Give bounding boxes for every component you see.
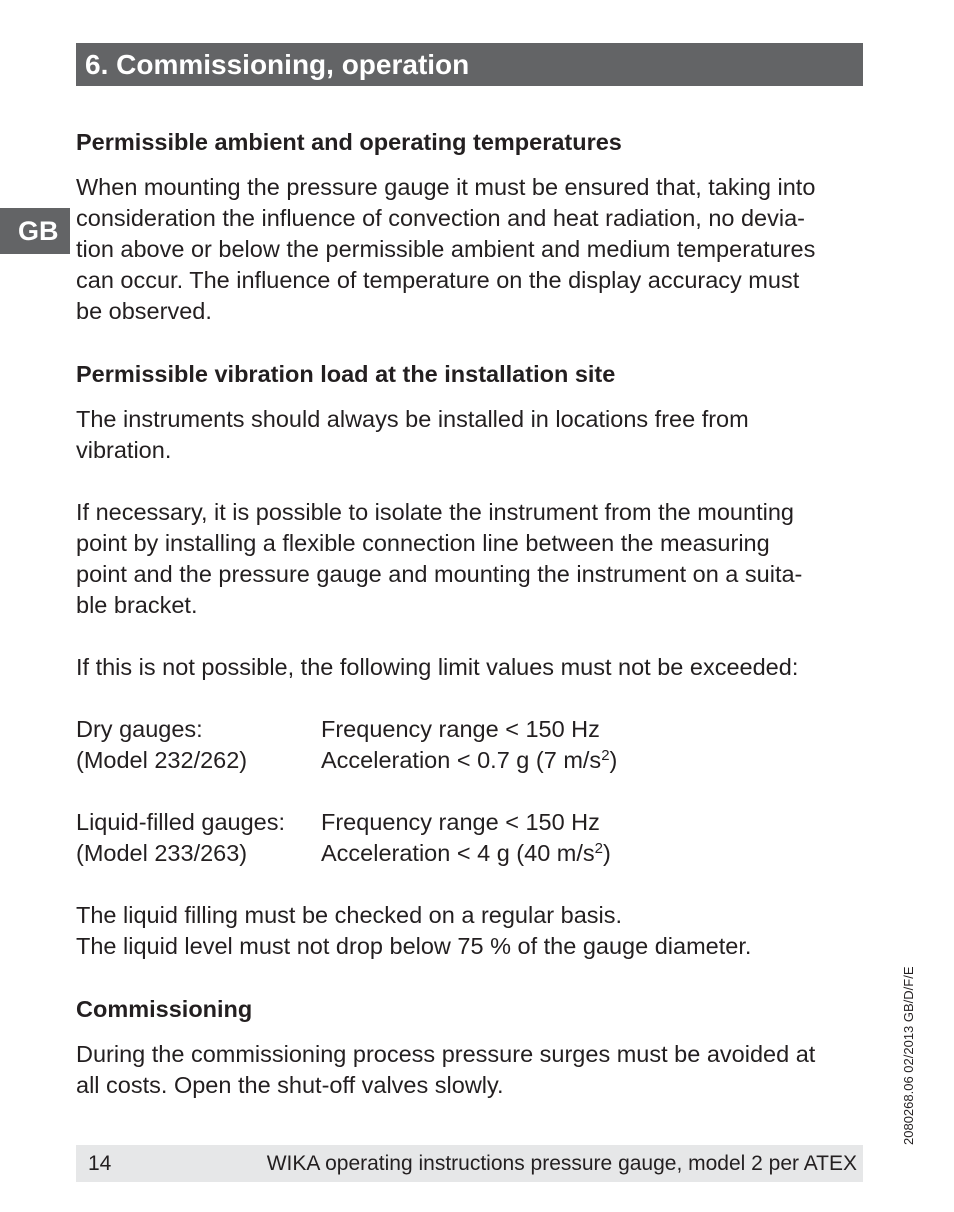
liquid-check-line: The liquid level must not drop below 75 % of the gauge diameter. [76,933,752,959]
limit-frequency: Frequency range < 150 Hz [321,809,600,835]
liquid-filled-gauges-limits [76,807,866,869]
vibration-line: vibration. [76,437,172,463]
limit-frequency: Frequency range < 150 Hz [321,716,600,742]
isolation-line: point and the pressure gauge and mounting the instrument on a suita- [76,561,803,587]
commissioning-line: During the commissioning process pressure surges must be avoided at [76,1041,816,1067]
language-label: GB [18,216,59,246]
commissioning-line: all costs. Open the shut-off valves slowly. [76,1072,504,1098]
vibration-line: The instruments should always be installed in locations free from [76,406,749,432]
commissioning-heading: Commissioning [76,996,253,1022]
page-footer [76,1145,863,1182]
isolation-line: If necessary, it is possible to isolate the instrument from the mounting [76,499,794,525]
limit-model: (Model 233/263) [76,840,248,866]
temperatures-line: tion above or below the permissible ambient and medium temperatures [76,236,816,262]
isolation-line: ble bracket. [76,592,198,618]
limit-acceleration: Acceleration < 4 g (40 $m/s^2$) [321,840,611,866]
limits-intro: If this is not possible, the following limit values must not be exceeded: [76,654,799,680]
vibration-heading: Permissible vibration load at the installation site [76,361,616,387]
dry-gauges-limits [76,714,866,776]
limit-acceleration: Acceleration < 0.7 g (7 $m/s^2$) [321,747,618,773]
language-tab [0,208,70,254]
temperatures-line: consideration the influence of convection and heat radiation, no devia- [76,205,805,231]
section-header [76,43,863,86]
limit-label: Dry gauges: [76,716,203,742]
page-number: 14 [88,1152,112,1175]
temperatures-line: When mounting the pressure gauge it must be ensured that, taking into [76,174,816,200]
liquid-check-line: The liquid filling must be checked on a regular basis. [76,902,623,928]
temperatures-line: be observed. [76,298,212,324]
footer-title: WIKA operating instructions pressure gauge, model 2 per ATEX [266,1152,857,1175]
section-title: 6. Commissioning, operation [85,49,470,80]
temperatures-line: can occur. The influence of temperature on the display accuracy must [76,267,800,293]
page-content [76,126,866,1101]
limit-label: Liquid-filled gauges: [76,809,286,835]
isolation-line: point by installing a flexible connection line between the measuring [76,530,770,556]
document-code: 2080268.06 02/2013 GB/D/F/E [901,966,916,1145]
temperatures-heading: Permissible ambient and operating temperatures [76,129,622,155]
limit-model: (Model 232/262) [76,747,248,773]
